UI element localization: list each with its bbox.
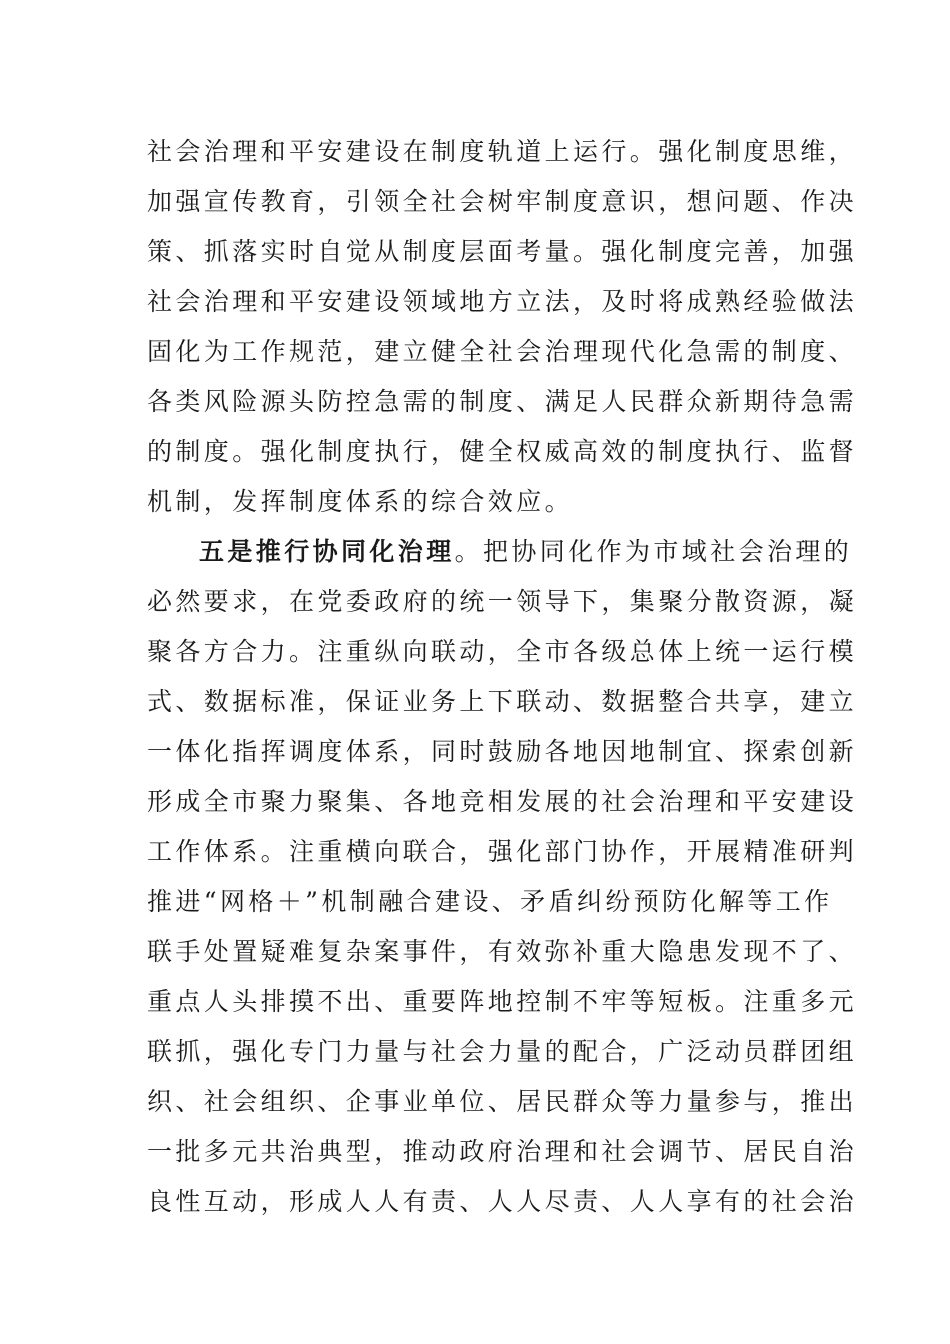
paragraph-1 <box>147 127 858 527</box>
paragraph-line: 重点人头排摸不出、重要阵地控制不牢等短板。注重多元 <box>147 987 858 1016</box>
paragraph-line: 推进“网格＋”机制融合建设、矛盾纠纷预防化解等工作 <box>147 887 833 916</box>
paragraph-line: 形成全市聚力聚集、各地竞相发展的社会治理和平安建设 <box>147 787 858 816</box>
paragraph-line: 一批多元共治典型，推动政府治理和社会调节、居民自治 <box>147 1137 858 1166</box>
paragraph-line: 必然要求，在党委政府的统一领导下，集聚分散资源，凝 <box>147 587 858 616</box>
paragraph-line: 社会治理和平安建设在制度轨道上运行。强化制度思维， <box>147 137 858 166</box>
paragraph-line: 社会治理和平安建设领域地方立法，及时将成熟经验做法 <box>147 287 858 316</box>
paragraph-line: 织、社会组织、企事业单位、居民群众等力量参与，推出 <box>147 1087 858 1116</box>
paragraph-line: 策、抓落实时自觉从制度层面考量。强化制度完善，加强 <box>147 237 858 266</box>
paragraph-first-line-rest: 。把协同化作为市域社会治理的 <box>454 537 853 566</box>
paragraph-line: 一体化指挥调度体系，同时鼓励各地因地制宜、探索创新 <box>147 737 858 766</box>
paragraph-line: 的制度。强化制度执行，健全权威高效的制度执行、监督 <box>147 437 858 466</box>
paragraph-line: 式、数据标准，保证业务上下联动、数据整合共享，建立 <box>147 687 858 716</box>
paragraph-line: 联抓，强化专门力量与社会力量的配合，广泛动员群团组 <box>147 1037 858 1066</box>
paragraph-line: 加强宣传教育，引领全社会树牢制度意识，想问题、作决 <box>147 187 858 216</box>
paragraph-line: 联手处置疑难复杂案事件，有效弥补重大隐患发现不了、 <box>147 937 858 966</box>
paragraph-2 <box>147 527 858 1227</box>
paragraph-first-line <box>147 527 853 577</box>
paragraph-line: 良性互动，形成人人有责、人人尽责、人人享有的社会治 <box>147 1187 858 1216</box>
paragraph-line: 固化为工作规范，建立健全社会治理现代化急需的制度、 <box>147 337 858 366</box>
paragraph-lead-heading: 五是推行协同化治理 <box>199 537 455 566</box>
paragraph-line: 聚各方合力。注重纵向联动，全市各级总体上统一运行模 <box>147 637 858 666</box>
paragraph-line: 各类风险源头防控急需的制度、满足人民群众新期待急需 <box>147 387 858 416</box>
paragraph-line: 工作体系。注重横向联合，强化部门协作，开展精准研判 <box>147 837 858 866</box>
paragraph-line: 机制，发挥制度体系的综合效应。 <box>147 487 574 516</box>
